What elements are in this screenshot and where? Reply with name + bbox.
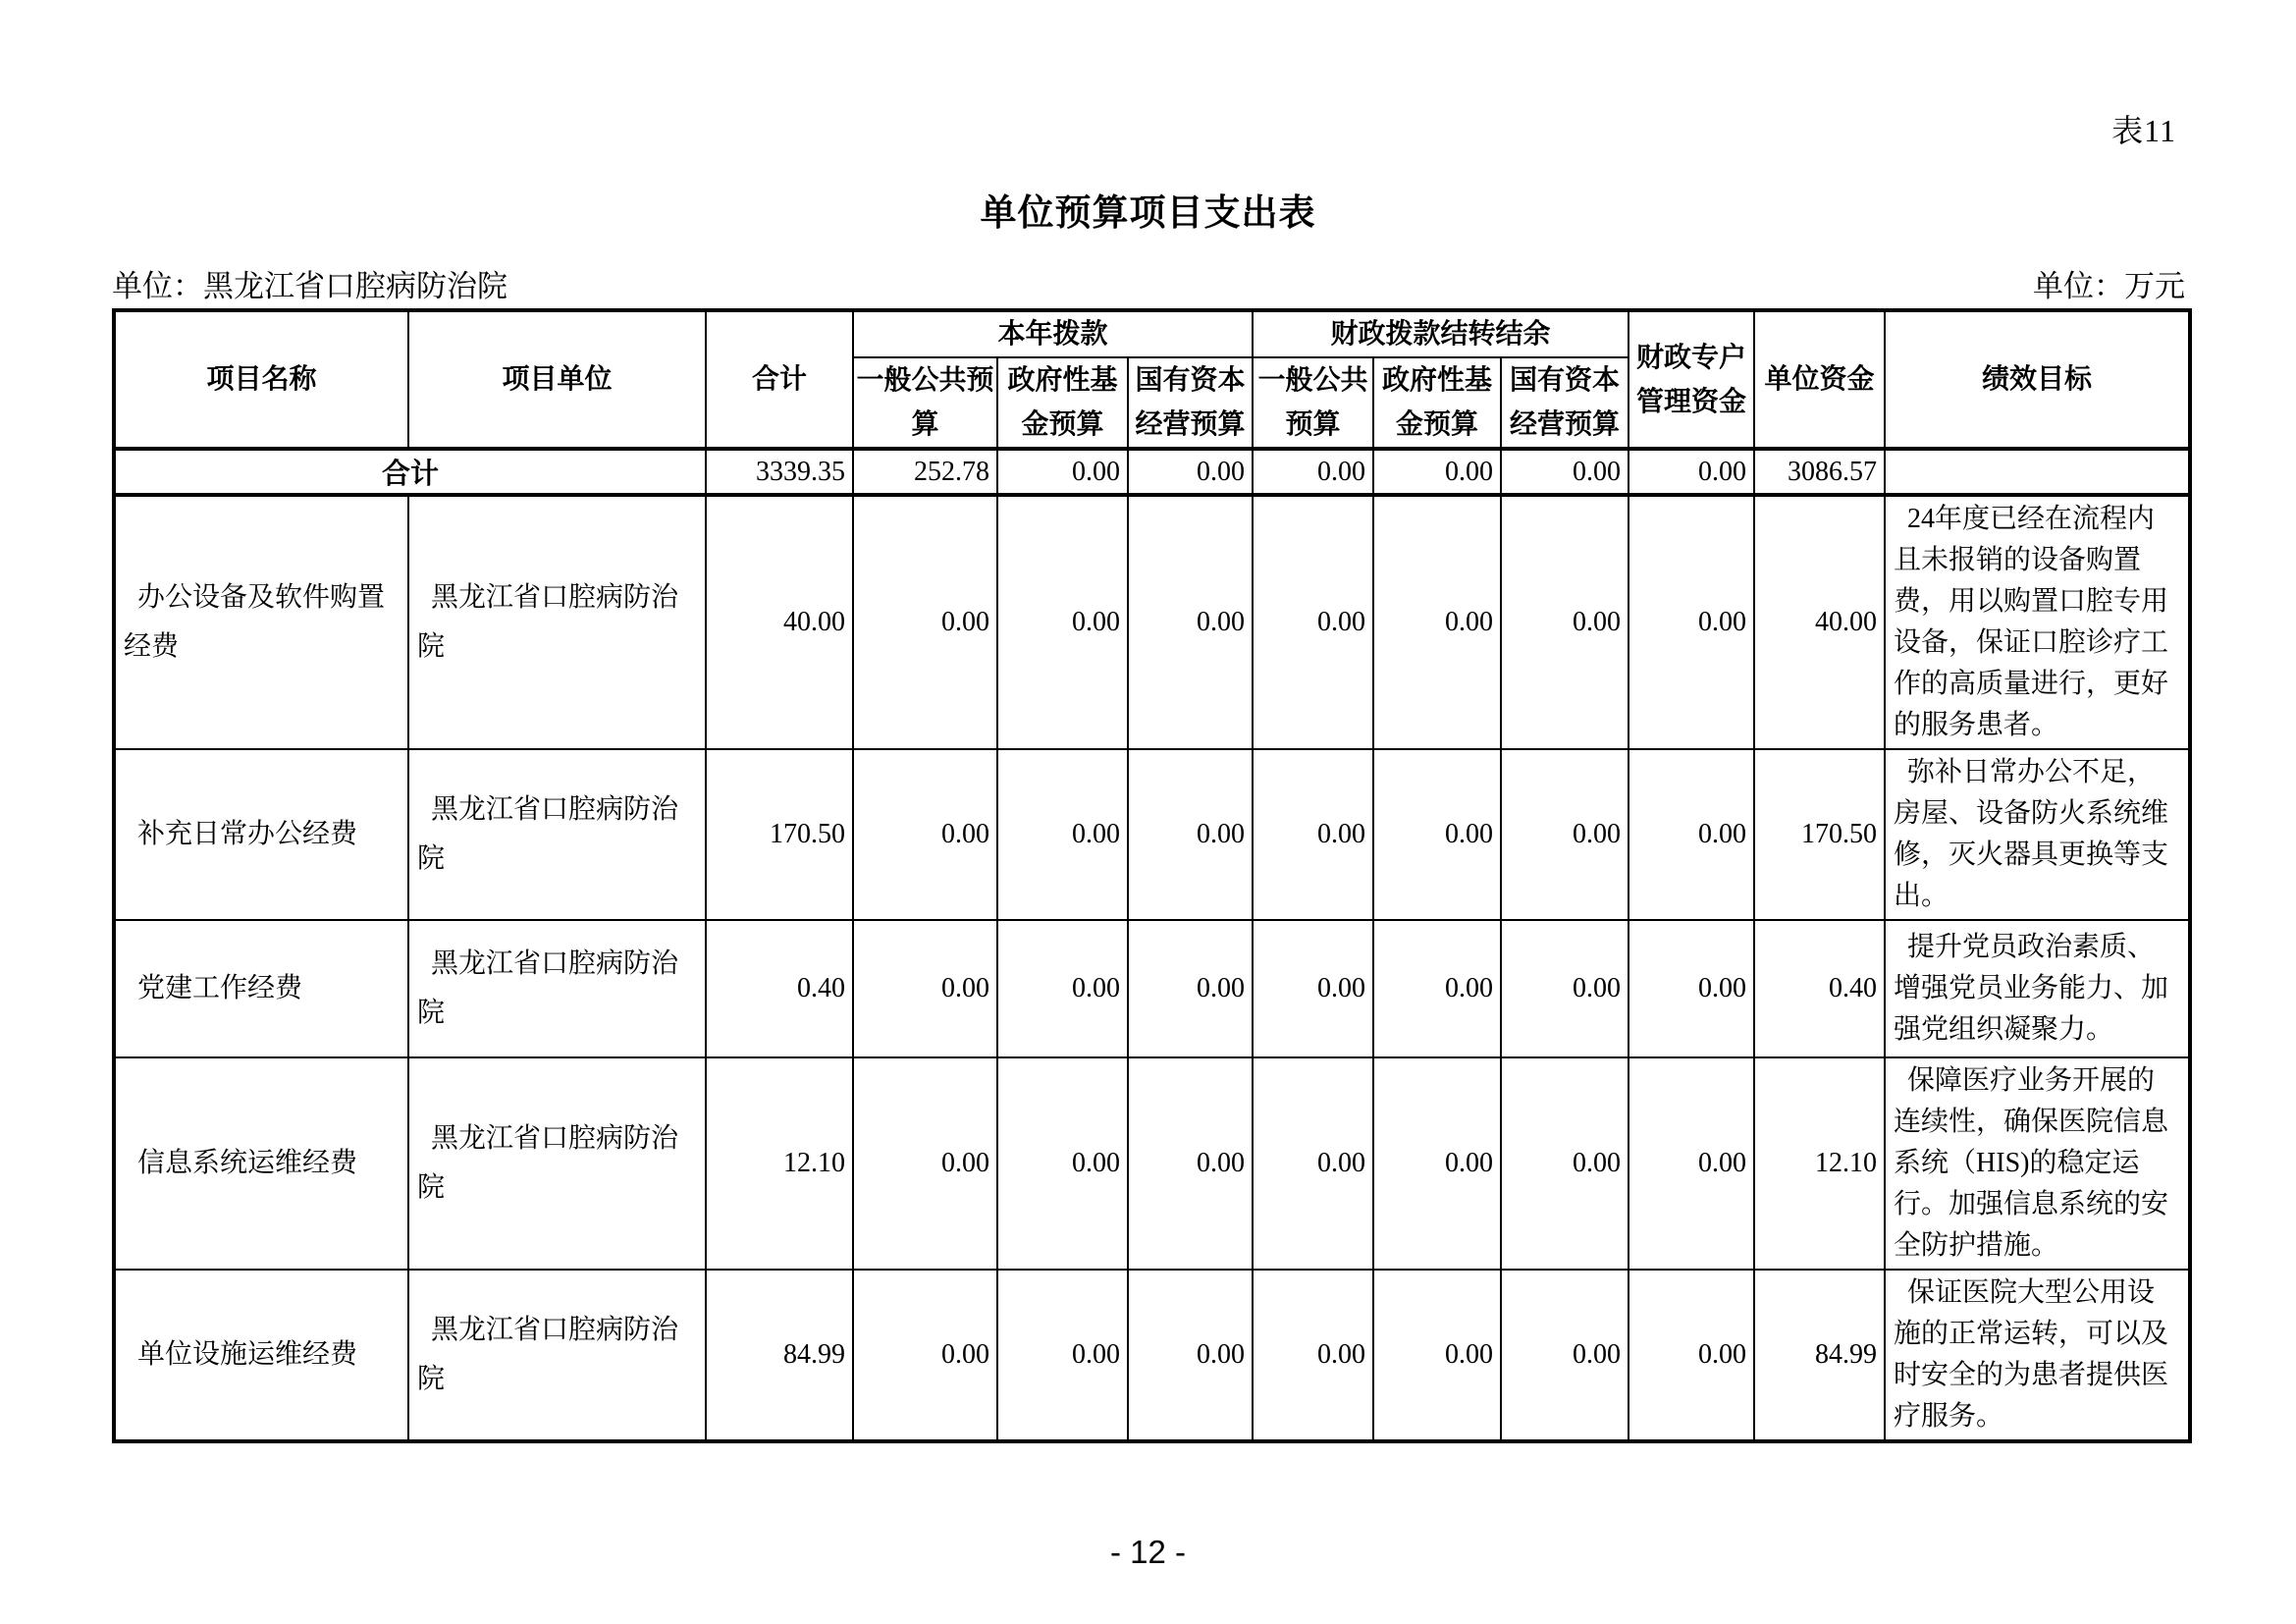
performance-target-cell: 提升党员政治素质、增强党员业务能力、加强党组织凝聚力。 — [1885, 920, 2190, 1057]
amount-cell: 0.00 — [853, 920, 997, 1057]
amount-cell: 0.00 — [853, 1270, 997, 1441]
amount-cell: 0.00 — [1128, 449, 1253, 495]
amount-cell: 170.50 — [1754, 749, 1885, 920]
amount-cell: 0.40 — [1754, 920, 1885, 1057]
performance-target-cell: 保证医院大型公用设施的正常运转，可以及时安全的为患者提供医疗服务。 — [1885, 1270, 2190, 1441]
project-unit-cell: 黑龙江省口腔病防治院 — [408, 1270, 706, 1441]
col-header-project-unit: 项目单位 — [408, 310, 706, 449]
amount-cell: 0.00 — [1629, 495, 1754, 749]
amount-cell: 0.00 — [997, 495, 1128, 749]
project-unit-cell: 黑龙江省口腔病防治院 — [408, 920, 706, 1057]
page-title: 单位预算项目支出表 — [980, 193, 1316, 234]
col-header-co-govt-fund: 政府性基金预算 — [1373, 357, 1501, 449]
amount-cell: 0.00 — [1501, 449, 1629, 495]
amount-cell: 84.99 — [706, 1270, 853, 1441]
amount-cell: 0.00 — [1501, 495, 1629, 749]
reporting-unit-label: 单位：黑龙江省口腔病防治院 — [112, 269, 507, 303]
amount-cell: 0.00 — [1373, 749, 1501, 920]
amount-cell: 84.99 — [1754, 1270, 1885, 1441]
amount-cell: 0.00 — [1253, 1057, 1373, 1270]
amount-cell: 0.00 — [853, 495, 997, 749]
amount-cell: 170.50 — [706, 749, 853, 920]
performance-target-cell: 保障医疗业务开展的连续性，确保医院信息系统（HIS)的稳定运行。加强信息系统的安全防护措施。 — [1885, 1057, 2190, 1270]
col-header-co-state-capital: 国有资本经营预算 — [1501, 357, 1629, 449]
amount-cell: 0.00 — [853, 1057, 997, 1270]
amount-cell: 0.00 — [997, 449, 1128, 495]
performance-target-cell: 弥补日常办公不足，房屋、设备防火系统维修，灭火器具更换等支出。 — [1885, 749, 2190, 920]
project-unit-cell: 黑龙江省口腔病防治院 — [408, 495, 706, 749]
col-header-total: 合计 — [706, 310, 853, 449]
col-group-carryover: 财政拨款结转结余 — [1253, 310, 1629, 357]
amount-cell: 12.10 — [706, 1057, 853, 1270]
col-header-performance-target: 绩效目标 — [1885, 310, 2190, 449]
amount-cell: 0.00 — [997, 749, 1128, 920]
budget-expenditure-table — [112, 308, 2192, 1443]
amount-cell: 40.00 — [706, 495, 853, 749]
amount-cell: 0.00 — [1501, 1270, 1629, 1441]
col-header-fiscal-special-account: 财政专户管理资金 — [1629, 310, 1754, 449]
col-header-co-general-public: 一般公共预算 — [1253, 357, 1373, 449]
amount-cell: 0.00 — [1501, 920, 1629, 1057]
table-row — [114, 1270, 2190, 1441]
performance-target-cell: 24年度已经在流程内且未报销的设备购置费，用以购置口腔专用设备，保证口腔诊疗工作的高质量进行，更好的服务患者。 — [1885, 495, 2190, 749]
amount-cell: 0.00 — [1253, 1270, 1373, 1441]
project-name-cell: 单位设施运维经费 — [114, 1270, 408, 1441]
amount-cell: 0.00 — [1629, 449, 1754, 495]
amount-cell: 0.00 — [1501, 749, 1629, 920]
header-group-row — [114, 310, 2190, 357]
project-name-cell: 信息系统运维经费 — [114, 1057, 408, 1270]
performance-target-cell — [1885, 449, 2190, 495]
amount-cell: 0.00 — [1128, 495, 1253, 749]
amount-cell: 0.00 — [997, 920, 1128, 1057]
amount-cell: 0.00 — [1128, 920, 1253, 1057]
col-header-cy-state-capital: 国有资本经营预算 — [1128, 357, 1253, 449]
amount-cell: 0.00 — [997, 1270, 1128, 1441]
col-header-cy-general-public: 一般公共预算 — [853, 357, 997, 449]
amount-cell: 0.00 — [1501, 1057, 1629, 1270]
amount-cell: 0.40 — [706, 920, 853, 1057]
project-name-cell: 党建工作经费 — [114, 920, 408, 1057]
table-row — [114, 920, 2190, 1057]
project-name-cell: 补充日常办公经费 — [114, 749, 408, 920]
table-row — [114, 1057, 2190, 1270]
table-row — [114, 749, 2190, 920]
project-name-cell: 办公设备及软件购置经费 — [114, 495, 408, 749]
amount-cell: 0.00 — [1373, 1270, 1501, 1441]
amount-cell: 40.00 — [1754, 495, 1885, 749]
total-row — [114, 449, 2190, 495]
amount-cell: 0.00 — [1253, 920, 1373, 1057]
amount-cell: 0.00 — [1629, 749, 1754, 920]
unit-info-line — [112, 261, 2185, 305]
amount-cell: 0.00 — [853, 749, 997, 920]
amount-cell: 0.00 — [1629, 1057, 1754, 1270]
project-unit-cell: 黑龙江省口腔病防治院 — [408, 1057, 706, 1270]
amount-cell: 0.00 — [1128, 1270, 1253, 1441]
page-number: - 12 - — [1109, 1534, 1187, 1570]
amount-cell: 0.00 — [1253, 749, 1373, 920]
total-row-label: 合计 — [114, 449, 706, 495]
amount-cell: 252.78 — [853, 449, 997, 495]
amount-cell: 0.00 — [1629, 1270, 1754, 1441]
table-row — [114, 495, 2190, 749]
amount-cell: 0.00 — [997, 1057, 1128, 1270]
table-number-label: 表11 — [2111, 113, 2176, 148]
amount-cell: 0.00 — [1128, 749, 1253, 920]
col-header-cy-govt-fund: 政府性基金预算 — [997, 357, 1128, 449]
amount-cell: 0.00 — [1373, 1057, 1501, 1270]
amount-cell: 0.00 — [1128, 1057, 1253, 1270]
col-header-unit-funds: 单位资金 — [1754, 310, 1885, 449]
amount-cell: 12.10 — [1754, 1057, 1885, 1270]
amount-cell: 3339.35 — [706, 449, 853, 495]
col-header-project-name: 项目名称 — [114, 310, 408, 449]
amount-cell: 3086.57 — [1754, 449, 1885, 495]
amount-cell: 0.00 — [1373, 495, 1501, 749]
amount-cell: 0.00 — [1253, 495, 1373, 749]
amount-cell: 0.00 — [1373, 920, 1501, 1057]
col-group-current-year: 本年拨款 — [853, 310, 1253, 357]
currency-unit-label: 单位：万元 — [2033, 269, 2185, 303]
amount-cell: 0.00 — [1629, 920, 1754, 1057]
project-unit-cell: 黑龙江省口腔病防治院 — [408, 749, 706, 920]
amount-cell: 0.00 — [1253, 449, 1373, 495]
amount-cell: 0.00 — [1373, 449, 1501, 495]
